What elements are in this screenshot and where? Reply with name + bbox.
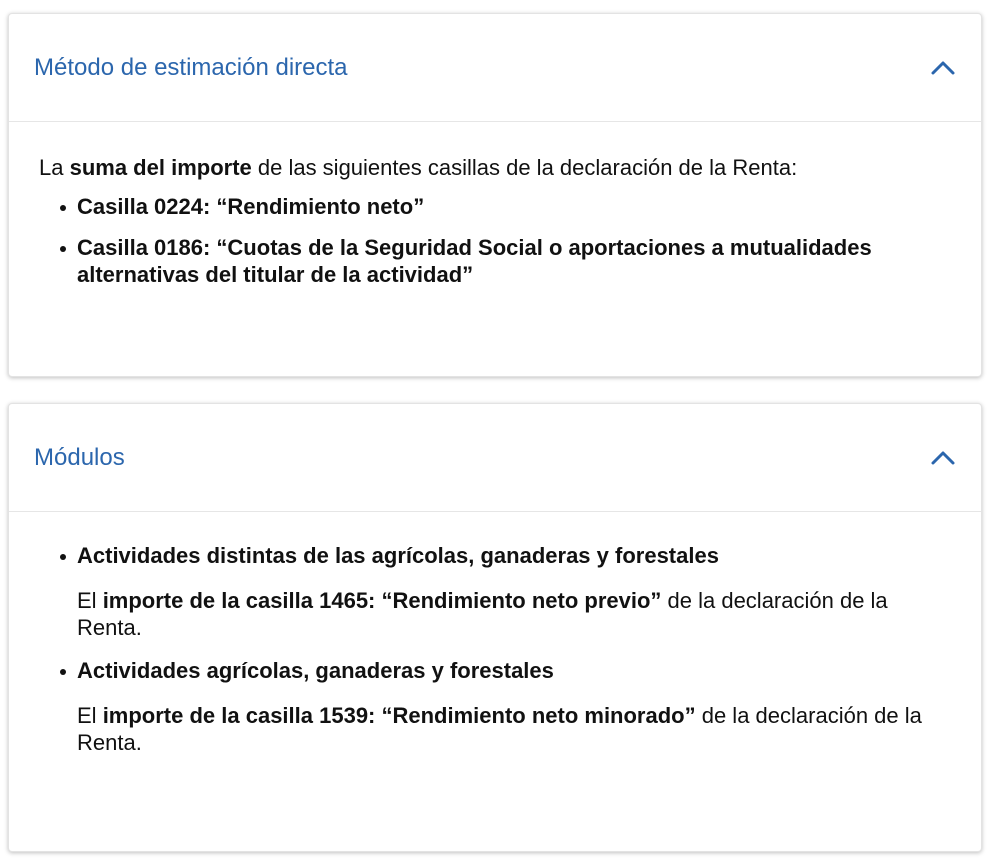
list-item: Casilla 0186: “Cuotas de la Seguridad Social o aportaciones a mutualidades alternativas del titular de la actividad” — [39, 234, 957, 288]
description-suffix: de la declaración de la Renta. — [77, 588, 888, 640]
list-item: Casilla 0224: “Rendimiento neto” — [39, 193, 957, 220]
accordion-header-estimacion-directa[interactable] — [9, 14, 981, 122]
accordion-header-modulos[interactable] — [9, 404, 981, 512]
description-suffix: de la declaración de la Renta. — [77, 703, 922, 755]
item-description — [77, 587, 957, 641]
accordion-content — [9, 122, 981, 288]
description-bold: importe de la casilla 1465: “Rendimiento neto previo” — [102, 588, 662, 613]
chevron-up-icon[interactable] — [929, 54, 957, 82]
list-item — [39, 657, 957, 756]
accordion-modulos — [8, 403, 982, 852]
item-description — [77, 702, 957, 756]
accordion-content — [9, 512, 981, 756]
modulos-list — [39, 542, 957, 756]
description-prefix: El — [77, 588, 103, 613]
chevron-up-icon[interactable] — [929, 444, 957, 472]
section-title: Método de estimación directa — [34, 53, 348, 81]
list-item — [39, 542, 957, 641]
intro-paragraph — [39, 154, 957, 181]
description-bold: importe de la casilla 1539: “Rendimiento neto minorado” — [102, 703, 696, 728]
casillas-list — [39, 193, 957, 288]
item-heading: Actividades distintas de las agrícolas, ganaderas y forestales — [77, 543, 719, 568]
section-title: Módulos — [34, 443, 125, 471]
intro-bold: suma del importe — [69, 155, 252, 180]
description-prefix: El — [77, 703, 103, 728]
item-heading: Actividades agrícolas, ganaderas y forestales — [77, 658, 554, 683]
accordion-estimacion-directa — [8, 13, 982, 377]
intro-suffix: de las siguientes casillas de la declaración de la Renta: — [251, 155, 798, 180]
intro-prefix: La — [39, 155, 70, 180]
